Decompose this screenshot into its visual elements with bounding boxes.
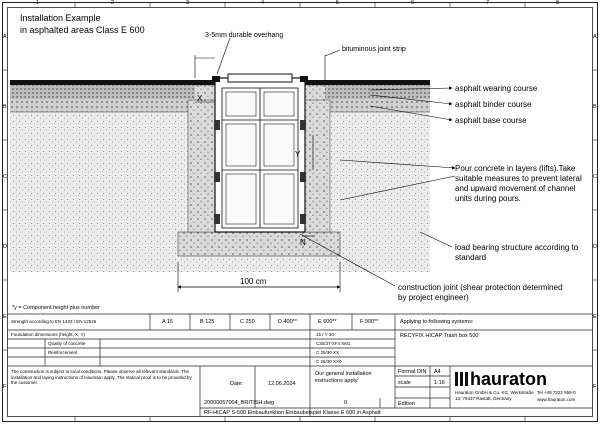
row4-label: Reinforcement [48, 350, 78, 355]
footnote: *y = Component height plus number [12, 305, 100, 311]
scale-label: scale [398, 380, 411, 386]
base-course-label: asphalt base course [455, 116, 527, 125]
general-notes: The construction is subject to local conditions. Please observe all relevant standards. The installation and laying instructions of Hauraton apply. The statical proof is to be provided by the customer. [11, 369, 192, 385]
grid-row-b: B [3, 104, 7, 110]
y-marker: Y [295, 150, 301, 159]
wearing-course-label: asphalt wearing course [455, 84, 538, 93]
grid-row-c: C [3, 174, 7, 180]
drawing-title-line2: in asphalted areas Class E 600 [20, 25, 145, 35]
grid-col-7: 7 [486, 0, 490, 6]
class-b125: B 125 [200, 319, 215, 325]
company-web: www.hauraton.com [537, 397, 576, 402]
grid-col-1: 1 [36, 0, 40, 6]
construction-joint-1: construction joint (shear protection determined [398, 283, 563, 292]
grid-col-3: 3 [186, 0, 190, 6]
title-block-frame [8, 314, 593, 417]
grid-col-5: 5 [336, 0, 340, 6]
format-value: A4 [434, 369, 441, 375]
concrete-note-4: units during pours. [455, 194, 521, 203]
concrete-note-3: and upward movement of channel [455, 184, 576, 193]
revision-number: 0 [344, 400, 348, 406]
row4-value: C 25/30 XX [316, 350, 340, 355]
grid-row-e-right: E [593, 314, 597, 320]
construction-joint-2: by project engineer) [398, 293, 469, 302]
grid-row-c-right: C [593, 174, 597, 180]
format-label: Format DIN [398, 369, 427, 375]
grid-row-a: A [3, 34, 7, 40]
grid-row-d-right: D [593, 244, 597, 250]
row3-label: Quality of concrete [48, 341, 86, 346]
grid-col-2: 2 [111, 0, 115, 6]
hauraton-logo-mark [455, 372, 468, 386]
grid-row-b-right: B [593, 104, 597, 110]
row2-value: 15 / Y 20 [316, 332, 334, 337]
drawing-number: 20000057004_BRITISH.dwg [204, 400, 275, 406]
date-label: Date: [230, 381, 244, 387]
grid-row-a-right: A [593, 34, 597, 40]
grid-col-8: 8 [556, 0, 560, 6]
applying-label: Applying to following systems: [400, 319, 474, 325]
concrete-note-2: suitable measures to prevent lateral [455, 174, 582, 183]
load-header: Strength according to EN 1433 / EN 12526 [11, 319, 97, 324]
company-phone: Tel +49 7222 958-0 [537, 390, 576, 395]
company-address: Hauraton GmbH & Co. KG, Werkstraße 13, 76437 Rastatt, Germany [455, 390, 534, 401]
binder-course-label: asphalt binder course [455, 100, 532, 109]
scale-value: 1:16 [434, 380, 445, 386]
joint-strip-label: bituminous joint strip [342, 46, 406, 53]
footer-description: RF-HICAP S-500 Einbaufunktion Einbaubeispiel Klasse E 600 in Asphalt [204, 410, 381, 416]
n-marker: N [300, 238, 306, 247]
load-structure-2: standard [455, 253, 487, 262]
grid-row-f: F [3, 384, 7, 390]
concrete-note-1: Pour concrete in layers (lifts).Take [455, 164, 576, 173]
concrete-base [178, 232, 340, 256]
grid-col-4: 4 [261, 0, 265, 6]
general-instructions-2: instructions apply. [315, 378, 359, 384]
width-dimension: 100 cm [240, 277, 267, 286]
grid-row-e: E [3, 314, 7, 320]
class-c250: C 250 [240, 319, 255, 325]
overhang-label: 3-5mm durable overhang [205, 32, 284, 39]
row2-label: Foundation dimensions (height, X, Y) [11, 332, 85, 337]
date-value: 12.06.2024 [268, 381, 296, 387]
edition-label: Edition [398, 401, 415, 407]
system-name: RECYFIX HICAP Trash box 500 [400, 333, 479, 339]
class-f900: F 900** [360, 319, 379, 325]
general-instructions-1: Our general installation [315, 371, 372, 377]
load-structure-1: load bearing structure according to [455, 243, 579, 252]
row3-value: C30/37 XF4 XM1 [316, 341, 351, 346]
grid-row-d: D [3, 244, 7, 250]
class-e600: E 600** [318, 319, 337, 325]
grid-col-6: 6 [411, 0, 415, 6]
row5-value: C 25/30 XX0 [316, 359, 342, 364]
class-d400: D 400** [278, 319, 297, 325]
drawing-title-line1: Installation Example [20, 13, 101, 23]
hauraton-logo-text: hauraton [470, 369, 548, 389]
grid-row-f-right: F [593, 384, 597, 390]
class-a15: A 15 [162, 319, 174, 325]
x-marker: X [197, 94, 203, 103]
